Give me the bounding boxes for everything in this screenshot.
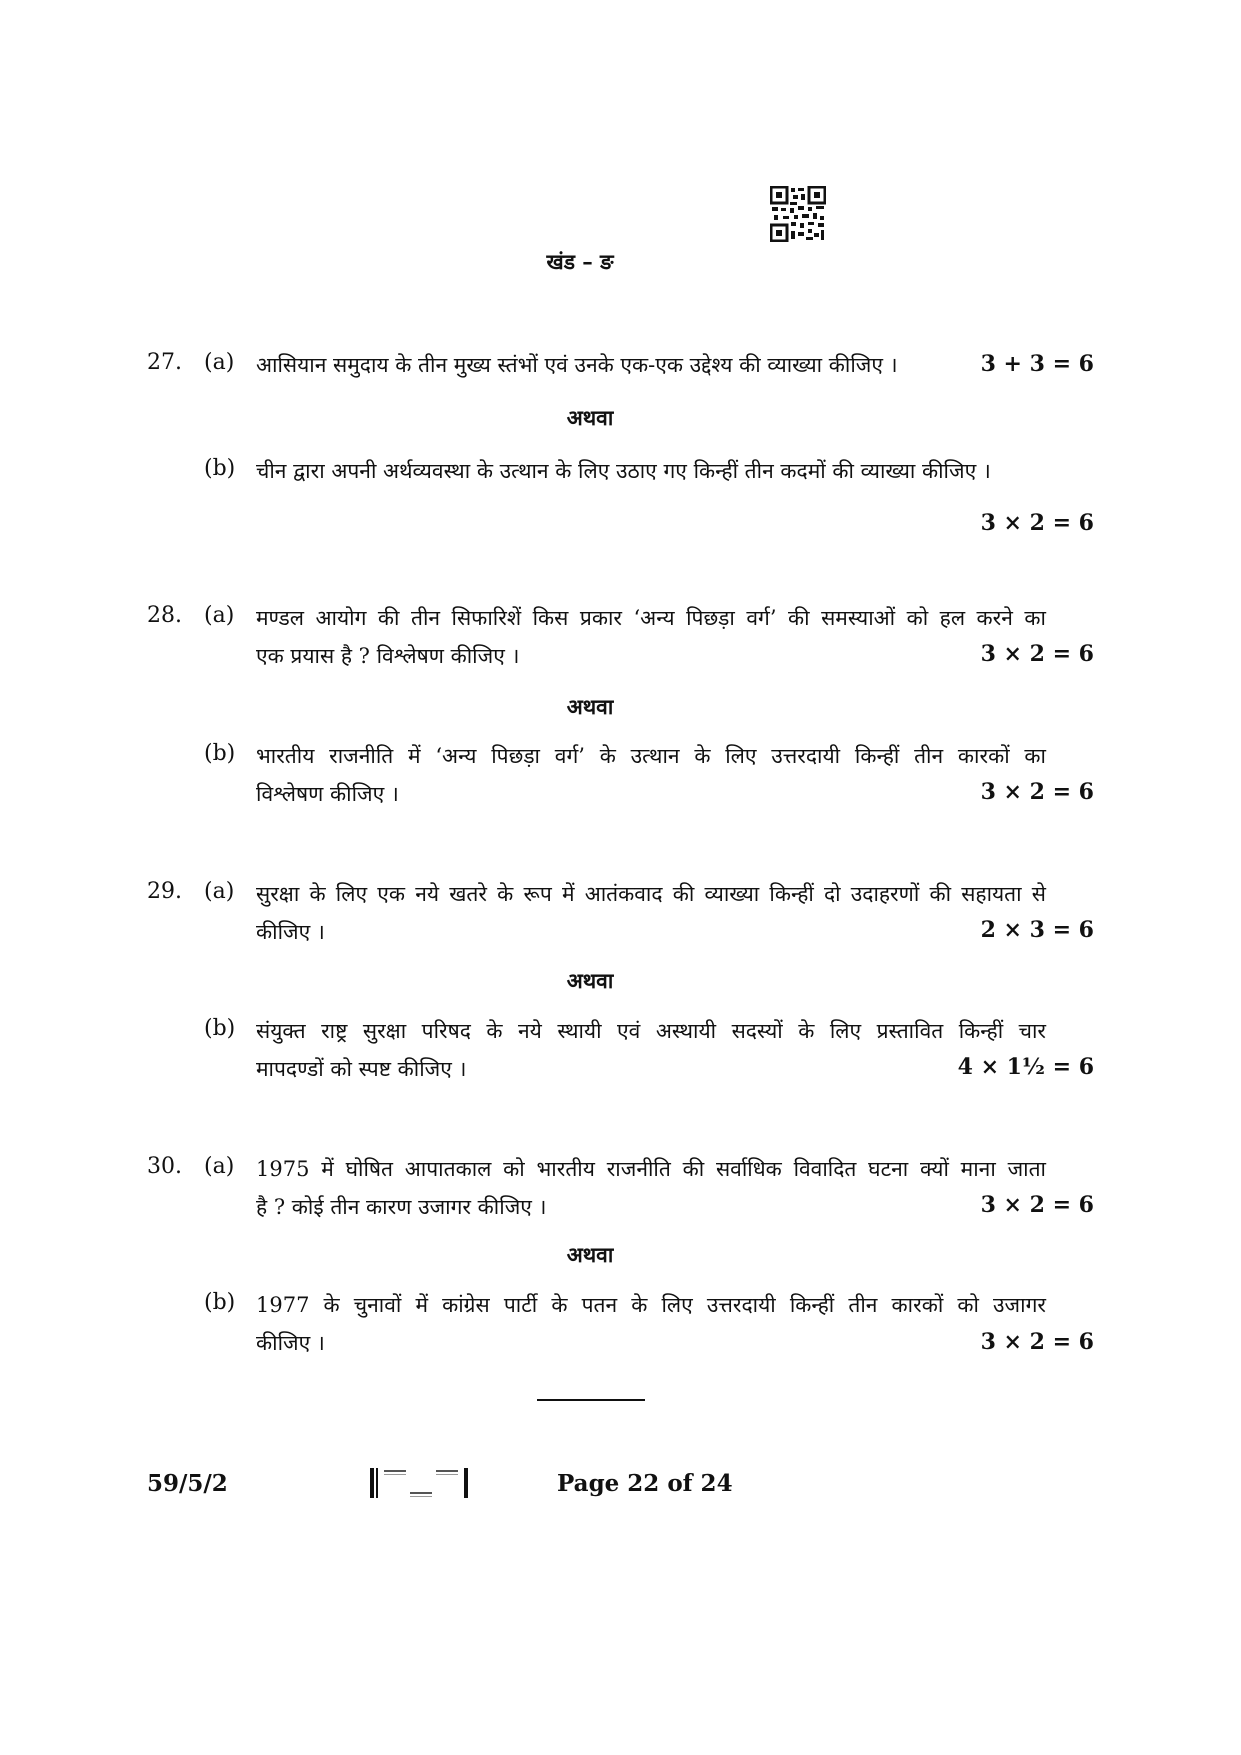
question-line: सुरक्षा के लिए एक नये खतरे के रूप में आतंकवाद की व्याख्या किन्हीं दो उदाहरणों की सहायता से: [256, 882, 1046, 906]
question-part-label: (a): [204, 1154, 235, 1179]
paper-code: 59/5/2: [147, 1470, 228, 1497]
question-line: कीजिए ।: [256, 1331, 325, 1355]
marks: 3 + 3 = 6: [980, 351, 1094, 377]
question-text: [256, 1150, 1046, 1226]
question-line: 1977 के चुनावों में कांग्रेस पार्टी के पतन के लिए उत्तरदायी किन्हीं तीन कारकों को उजागर: [256, 1293, 1046, 1317]
question-line: कीजिए ।: [256, 920, 325, 944]
question-part-label: (a): [204, 879, 235, 904]
question-line: मण्डल आयोग की तीन सिफारिशें किस प्रकार ‘अन्य पिछड़ा वर्ग’ की समस्याओं को हल करने का: [256, 606, 1046, 630]
marks: 2 × 3 = 6: [980, 917, 1094, 943]
question-line: एक प्रयास है ? विश्लेषण कीजिए ।: [256, 644, 520, 668]
question-line: मापदण्डों को स्पष्ट कीजिए ।: [256, 1057, 467, 1081]
or-separator: अथवा: [566, 405, 614, 430]
question-text: [256, 346, 946, 384]
question-part-label: (a): [204, 603, 235, 628]
question-part-label: (b): [204, 741, 236, 766]
page-number: Page 22 of 24: [557, 1470, 733, 1497]
question-number: 27.: [147, 350, 182, 375]
question-line: आसियान समुदाय के तीन मुख्य स्तंभों एवं उनके एक-एक उद्देश्य की व्याख्या कीजिए ।: [256, 353, 898, 377]
question-line: संयुक्त राष्ट्र सुरक्षा परिषद के नये स्थायी एवं अस्थायी सदस्यों के लिए प्रस्तावित किन्हीं चार: [256, 1019, 1046, 1043]
question-number: 29.: [147, 879, 182, 904]
question-line: है ? कोई तीन कारण उजागर कीजिए ।: [256, 1195, 547, 1219]
marks: 3 × 2 = 6: [980, 510, 1094, 536]
question-part-label: (b): [204, 456, 236, 481]
section-title: खंड – ङ: [546, 249, 614, 274]
question-line: 1975 में घोषित आपातकाल को भारतीय राजनीति की सर्वाधिक विवादित घटना क्यों माना जाता: [256, 1157, 1046, 1181]
or-separator: अथवा: [566, 1242, 614, 1267]
question-text: [256, 1012, 1046, 1088]
marks: 3 × 2 = 6: [980, 779, 1094, 805]
end-rule: [537, 1399, 645, 1401]
qr-code-icon: [770, 186, 826, 242]
question-part-label: (a): [204, 350, 235, 375]
question-line: चीन द्वारा अपनी अर्थव्यवस्था के उत्थान के लिए उठाए गए किन्हीं तीन कदमों की व्याख्या कीजिए ।: [256, 459, 991, 483]
question-part-label: (b): [204, 1016, 236, 1041]
question-line: विश्लेषण कीजिए ।: [256, 782, 399, 806]
question-text: [256, 599, 1046, 675]
marks: 3 × 2 = 6: [980, 1192, 1094, 1218]
question-number: 28.: [147, 603, 182, 628]
or-separator: अथवा: [566, 968, 614, 993]
question-text: [256, 1286, 1046, 1362]
barcode-icon: [370, 1466, 470, 1500]
question-line: भारतीय राजनीति में ‘अन्य पिछड़ा वर्ग’ के उत्थान के लिए उत्तरदायी किन्हीं तीन कारकों का: [256, 744, 1046, 768]
question-text: [256, 875, 1046, 951]
question-number: 30.: [147, 1154, 182, 1179]
marks: 4 × 1½ = 6: [957, 1054, 1094, 1080]
question-text: [256, 452, 1046, 490]
marks: 3 × 2 = 6: [980, 1329, 1094, 1355]
marks: 3 × 2 = 6: [980, 641, 1094, 667]
question-part-label: (b): [204, 1290, 236, 1315]
or-separator: अथवा: [566, 694, 614, 719]
question-text: [256, 737, 1046, 813]
